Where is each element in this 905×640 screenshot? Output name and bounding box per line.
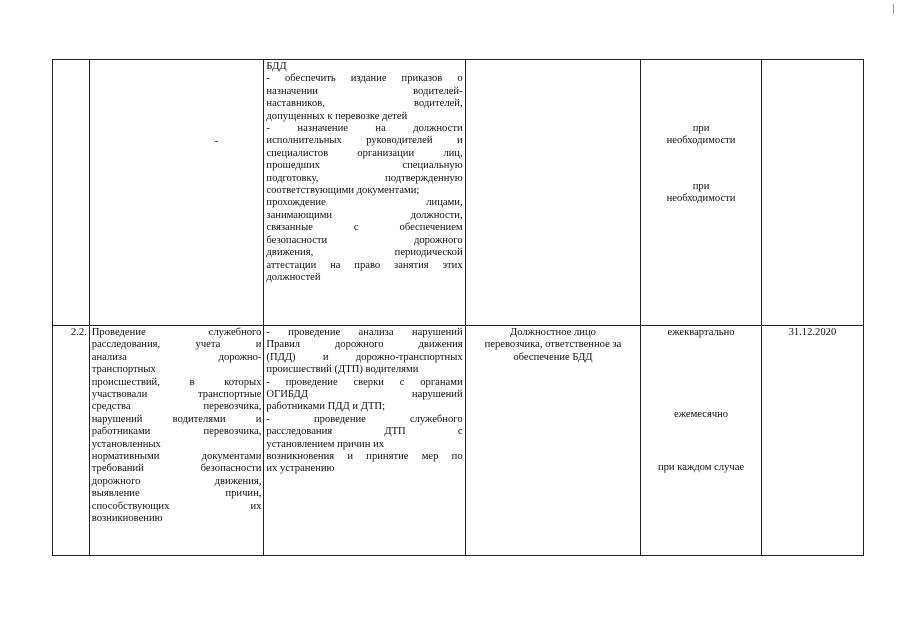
row2-period-each-case: при каждом случае [657, 461, 745, 473]
row2-activity-line: нарушений водителями и [91, 413, 262, 425]
row2-activity-line: средства перевозчика, [91, 401, 262, 413]
row2-measures-line: ОГИБДД нарушений [266, 389, 463, 401]
row2-measures-line: установлением причин их [266, 438, 385, 450]
table-row [53, 326, 864, 556]
row1-measures-line: подготовку, подтвержденную [266, 172, 463, 184]
row1-measures-line: прошедших специальную [266, 160, 463, 172]
row2-activity-line: происшествий, в которых [91, 376, 262, 388]
row2-measures-line: возникновения и принятие мер по [266, 451, 463, 463]
row1-measures-line: - назначение на должности [266, 123, 463, 135]
row1-period-a-line2: необходимости [666, 135, 736, 147]
row1-measures-line: исполнительных руководителей и [266, 135, 463, 147]
row1-responsible-cell [465, 60, 641, 326]
row2-deadline: 31.12.2020 [788, 327, 837, 338]
row2-activity-line: участвовали транспортные [91, 389, 262, 401]
table-row [53, 60, 864, 326]
row2-responsible-line3: обеспечение БДД [513, 351, 593, 363]
row2-measures-line: происшествий (ДТП) водителями [266, 364, 419, 376]
row2-deadline-cell [761, 326, 863, 556]
row2-responsible-cell [465, 326, 641, 556]
row2-measures-line: (ПДД) и дорожно-транспортных [266, 351, 463, 363]
row1-measures-line: соответствующими документами; [266, 185, 420, 197]
row2-measures-cell [264, 326, 465, 556]
row1-measures-line: назначении водителей- [266, 85, 463, 97]
row2-responsible-line1: Должностное лицо [510, 327, 596, 338]
row1-measures-line: допущенных к перевозке детей [266, 110, 408, 122]
edge-mark [893, 4, 894, 14]
row2-activity-line: возникновению [91, 513, 163, 525]
row2-measures-line: - проведение сверки с органами [266, 376, 463, 388]
row1-measures-line: должностей [266, 271, 321, 283]
row2-activity-line: требований безопасности [91, 463, 262, 475]
row2-period-cell [641, 326, 762, 556]
row1-period-b-line1: при [692, 180, 710, 192]
row2-activity-line: Проведение служебного [91, 327, 262, 338]
row2-activity-line: дорожного движения, [91, 475, 262, 487]
row1-mark: - [214, 136, 219, 147]
row2-activity-line: выявление причин, [91, 488, 262, 500]
row2-period-monthly: ежемесячно [673, 409, 729, 421]
row1-measures-line: специалистов организации лиц, [266, 147, 463, 159]
row2-activity-line: транспортных [91, 364, 156, 376]
row2-measures-line: расследования ДТП с [266, 426, 463, 438]
row1-measures-line: прохождение лицами, [266, 197, 463, 209]
row2-activity-line: анализа дорожно- [91, 351, 262, 363]
plan-table [52, 59, 864, 556]
row2-measures-line: работниками ПДД и ДТП; [266, 401, 386, 413]
row1-measures-line: наставников, водителей, [266, 98, 463, 110]
row1-measures-line: связанные с обеспечением [266, 222, 463, 234]
row2-measures-line: - проведение служебного [266, 413, 463, 425]
row1-measures-line: - обеспечить издание приказов о [266, 73, 463, 85]
row2-measures-line: их устранению [266, 463, 335, 475]
row1-measures-line: БДД [266, 61, 287, 72]
row1-measures-line: движения, периодической [266, 247, 463, 259]
row2-activity-line: расследования, учета и [91, 339, 262, 351]
row2-number-cell [53, 326, 90, 556]
row1-measures-line: занимающими должности, [266, 209, 463, 221]
row2-measures-line: Правил дорожного движения [266, 339, 463, 351]
row1-number-cell [53, 60, 90, 326]
row2-number: 2.2. [70, 327, 87, 338]
row1-activity-cell [89, 60, 264, 326]
row1-period-b-line2: необходимости [666, 193, 736, 205]
row2-activity-line: нормативными документами [91, 451, 262, 463]
row1-period-cell [641, 60, 762, 326]
row2-activity-line: работниками перевозчика, [91, 426, 262, 438]
row2-measures-line: - проведение анализа нарушений [266, 327, 463, 338]
row1-measures-line: аттестации на право занятия этих [266, 259, 463, 271]
row1-period-a-line1: при [692, 123, 710, 134]
row1-measures-line: безопасности дорожного [266, 234, 463, 246]
row2-period-quarterly: ежеквартально [667, 327, 735, 338]
row2-activity-line: способствующих их [91, 500, 262, 512]
row2-responsible-line2: перевозчика, ответственное за [484, 339, 622, 351]
row2-activity-cell [89, 326, 264, 556]
row2-activity-line: установленных [91, 438, 161, 450]
row1-deadline-cell [761, 60, 863, 326]
row1-measures-cell [264, 60, 465, 326]
